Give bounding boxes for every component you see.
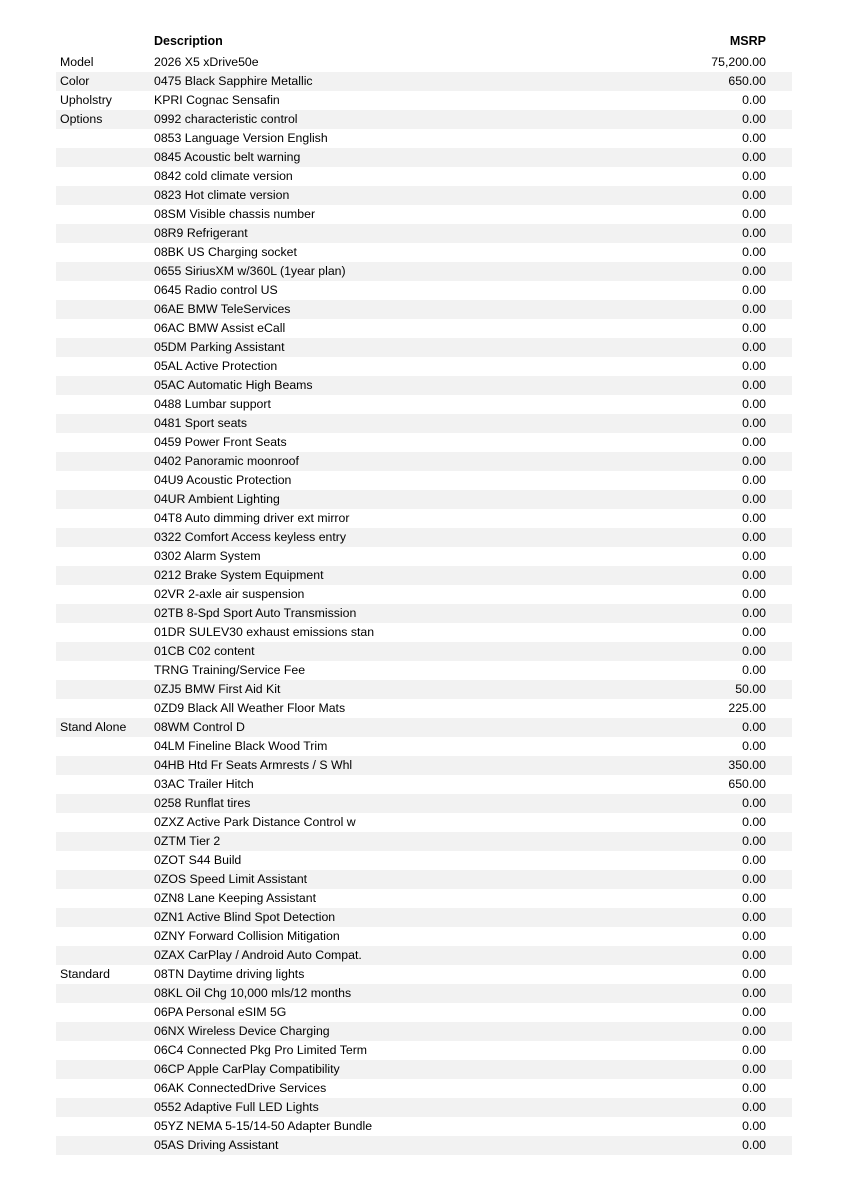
- cell-category: [56, 338, 148, 357]
- table-row: [56, 1079, 792, 1098]
- cell-msrp: 0.00: [608, 490, 792, 509]
- table-row: [56, 1041, 792, 1060]
- table-row: [56, 148, 792, 167]
- cell-category: [56, 946, 148, 965]
- column-header-category: [56, 32, 148, 53]
- table-row: [56, 984, 792, 1003]
- cell-msrp: 0.00: [608, 737, 792, 756]
- cell-category: [56, 452, 148, 471]
- cell-category: [56, 623, 148, 642]
- cell-description: KPRI Cognac Sensafin: [148, 91, 608, 110]
- cell-msrp: 0.00: [608, 395, 792, 414]
- cell-msrp: 0.00: [608, 794, 792, 813]
- cell-description: 08WM Control D: [148, 718, 608, 737]
- cell-description: 0823 Hot climate version: [148, 186, 608, 205]
- table-row: [56, 870, 792, 889]
- cell-description: 06AE BMW TeleServices: [148, 300, 608, 319]
- cell-msrp: 0.00: [608, 984, 792, 1003]
- table-row: [56, 965, 792, 984]
- cell-msrp: 0.00: [608, 889, 792, 908]
- cell-description: 0992 characteristic control: [148, 110, 608, 129]
- cell-msrp: 0.00: [608, 300, 792, 319]
- cell-category: [56, 167, 148, 186]
- cell-msrp: 0.00: [608, 262, 792, 281]
- cell-msrp: 0.00: [608, 433, 792, 452]
- cell-category: [56, 642, 148, 661]
- table-row: [56, 243, 792, 262]
- table-row: [56, 205, 792, 224]
- cell-description: 04U9 Acoustic Protection: [148, 471, 608, 490]
- cell-category: Model: [56, 53, 148, 72]
- cell-description: 04HB Htd Fr Seats Armrests / S Whl: [148, 756, 608, 775]
- cell-category: [56, 205, 148, 224]
- table-row: [56, 471, 792, 490]
- cell-category: [56, 1117, 148, 1136]
- cell-msrp: 350.00: [608, 756, 792, 775]
- cell-description: 0ZAX CarPlay / Android Auto Compat.: [148, 946, 608, 965]
- cell-category: [56, 794, 148, 813]
- table-row: [56, 72, 792, 91]
- cell-msrp: 0.00: [608, 1079, 792, 1098]
- cell-category: [56, 832, 148, 851]
- table-row: [56, 661, 792, 680]
- table-row: [56, 851, 792, 870]
- table-row: [56, 699, 792, 718]
- cell-msrp: 0.00: [608, 946, 792, 965]
- cell-description: 0ZTM Tier 2: [148, 832, 608, 851]
- cell-category: [56, 262, 148, 281]
- table-row: [56, 319, 792, 338]
- cell-category: [56, 566, 148, 585]
- table-row: [56, 186, 792, 205]
- cell-category: [56, 490, 148, 509]
- cell-msrp: 0.00: [608, 642, 792, 661]
- cell-msrp: 0.00: [608, 908, 792, 927]
- cell-msrp: 0.00: [608, 1117, 792, 1136]
- cell-msrp: 0.00: [608, 927, 792, 946]
- table-header-row: [56, 32, 792, 53]
- cell-category: Stand Alone: [56, 718, 148, 737]
- cell-category: [56, 376, 148, 395]
- table-row: [56, 91, 792, 110]
- cell-description: 0402 Panoramic moonroof: [148, 452, 608, 471]
- table-header: [56, 32, 792, 53]
- cell-category: [56, 775, 148, 794]
- table-row: [56, 775, 792, 794]
- cell-msrp: 0.00: [608, 851, 792, 870]
- cell-description: 02TB 8-Spd Sport Auto Transmission: [148, 604, 608, 623]
- cell-description: 0ZN8 Lane Keeping Assistant: [148, 889, 608, 908]
- cell-msrp: 0.00: [608, 1136, 792, 1155]
- cell-msrp: 0.00: [608, 661, 792, 680]
- cell-description: 0655 SiriusXM w/360L (1year plan): [148, 262, 608, 281]
- cell-description: 06AK ConnectedDrive Services: [148, 1079, 608, 1098]
- cell-description: 01DR SULEV30 exhaust emissions stan: [148, 623, 608, 642]
- cell-description: 08BK US Charging socket: [148, 243, 608, 262]
- cell-category: [56, 699, 148, 718]
- cell-category: [56, 889, 148, 908]
- cell-description: 2026 X5 xDrive50e: [148, 53, 608, 72]
- cell-description: 0845 Acoustic belt warning: [148, 148, 608, 167]
- table-body: [56, 53, 792, 1155]
- cell-category: [56, 129, 148, 148]
- cell-description: 05DM Parking Assistant: [148, 338, 608, 357]
- table-row: [56, 623, 792, 642]
- table-row: [56, 547, 792, 566]
- cell-description: 0842 cold climate version: [148, 167, 608, 186]
- cell-msrp: 0.00: [608, 509, 792, 528]
- table-row: [56, 1003, 792, 1022]
- cell-category: [56, 1003, 148, 1022]
- table-row: [56, 262, 792, 281]
- cell-msrp: 650.00: [608, 72, 792, 91]
- cell-msrp: 0.00: [608, 338, 792, 357]
- table-row: [56, 794, 792, 813]
- table-row: [56, 167, 792, 186]
- cell-category: [56, 547, 148, 566]
- table-row: [56, 357, 792, 376]
- cell-category: [56, 680, 148, 699]
- table-row: [56, 300, 792, 319]
- cell-category: [56, 1060, 148, 1079]
- table-row: [56, 129, 792, 148]
- cell-category: [56, 1022, 148, 1041]
- table-row: [56, 1117, 792, 1136]
- table-row: [56, 1022, 792, 1041]
- cell-category: Options: [56, 110, 148, 129]
- cell-msrp: 0.00: [608, 243, 792, 262]
- cell-msrp: 0.00: [608, 870, 792, 889]
- cell-msrp: 0.00: [608, 471, 792, 490]
- cell-category: [56, 813, 148, 832]
- table-row: [56, 395, 792, 414]
- table-row: [56, 718, 792, 737]
- cell-description: TRNG Training/Service Fee: [148, 661, 608, 680]
- cell-description: 06NX Wireless Device Charging: [148, 1022, 608, 1041]
- cell-category: [56, 224, 148, 243]
- cell-description: 0ZOT S44 Build: [148, 851, 608, 870]
- cell-msrp: 0.00: [608, 1041, 792, 1060]
- table-row: [56, 1060, 792, 1079]
- cell-category: Standard: [56, 965, 148, 984]
- table-row: [56, 414, 792, 433]
- table-row: [56, 813, 792, 832]
- cell-category: [56, 870, 148, 889]
- cell-category: [56, 281, 148, 300]
- cell-category: Color: [56, 72, 148, 91]
- cell-category: [56, 1041, 148, 1060]
- cell-description: 05AL Active Protection: [148, 357, 608, 376]
- cell-msrp: 0.00: [608, 1022, 792, 1041]
- cell-msrp: 0.00: [608, 186, 792, 205]
- cell-msrp: 0.00: [608, 1098, 792, 1117]
- cell-description: 0212 Brake System Equipment: [148, 566, 608, 585]
- table-row: [56, 452, 792, 471]
- table-row: [56, 604, 792, 623]
- cell-category: [56, 604, 148, 623]
- cell-msrp: 0.00: [608, 129, 792, 148]
- cell-category: [56, 1136, 148, 1155]
- cell-category: [56, 737, 148, 756]
- cell-description: 0459 Power Front Seats: [148, 433, 608, 452]
- cell-msrp: 0.00: [608, 1003, 792, 1022]
- cell-category: [56, 148, 148, 167]
- cell-description: 01CB C02 content: [148, 642, 608, 661]
- cell-description: 0322 Comfort Access keyless entry: [148, 528, 608, 547]
- cell-msrp: 0.00: [608, 965, 792, 984]
- table-row: [56, 433, 792, 452]
- cell-description: 0ZOS Speed Limit Assistant: [148, 870, 608, 889]
- table-row: [56, 889, 792, 908]
- table-row: [56, 224, 792, 243]
- cell-description: 0481 Sport seats: [148, 414, 608, 433]
- cell-msrp: 0.00: [608, 414, 792, 433]
- table-row: [56, 110, 792, 129]
- table-row: [56, 756, 792, 775]
- cell-description: 0475 Black Sapphire Metallic: [148, 72, 608, 91]
- cell-description: 0853 Language Version English: [148, 129, 608, 148]
- table-row: [56, 737, 792, 756]
- cell-category: [56, 509, 148, 528]
- cell-category: [56, 243, 148, 262]
- table-row: [56, 528, 792, 547]
- table-row: [56, 53, 792, 72]
- cell-description: 0258 Runflat tires: [148, 794, 608, 813]
- cell-category: [56, 186, 148, 205]
- cell-description: 06CP Apple CarPlay Compatibility: [148, 1060, 608, 1079]
- cell-msrp: 0.00: [608, 832, 792, 851]
- cell-description: 05AC Automatic High Beams: [148, 376, 608, 395]
- cell-category: [56, 319, 148, 338]
- vehicle-spec-table: [56, 32, 792, 1155]
- table-row: [56, 281, 792, 300]
- table-row: [56, 946, 792, 965]
- cell-category: [56, 357, 148, 376]
- cell-description: 04LM Fineline Black Wood Trim: [148, 737, 608, 756]
- table-row: [56, 908, 792, 927]
- column-header-msrp: MSRP: [608, 32, 792, 53]
- cell-description: 08SM Visible chassis number: [148, 205, 608, 224]
- table-row: [56, 680, 792, 699]
- cell-category: [56, 661, 148, 680]
- cell-description: 06C4 Connected Pkg Pro Limited Term: [148, 1041, 608, 1060]
- cell-description: 02VR 2-axle air suspension: [148, 585, 608, 604]
- table-row: [56, 376, 792, 395]
- cell-description: 06PA Personal eSIM 5G: [148, 1003, 608, 1022]
- cell-msrp: 0.00: [608, 604, 792, 623]
- table-row: [56, 1136, 792, 1155]
- cell-category: [56, 300, 148, 319]
- cell-msrp: 650.00: [608, 775, 792, 794]
- cell-description: 08R9 Refrigerant: [148, 224, 608, 243]
- cell-description: 0302 Alarm System: [148, 547, 608, 566]
- cell-msrp: 0.00: [608, 718, 792, 737]
- cell-msrp: 75,200.00: [608, 53, 792, 72]
- cell-msrp: 0.00: [608, 376, 792, 395]
- table-row: [56, 585, 792, 604]
- table-row: [56, 566, 792, 585]
- cell-description: 0645 Radio control US: [148, 281, 608, 300]
- cell-description: 0552 Adaptive Full LED Lights: [148, 1098, 608, 1117]
- table-row: [56, 490, 792, 509]
- cell-category: [56, 756, 148, 775]
- cell-msrp: 0.00: [608, 357, 792, 376]
- cell-msrp: 225.00: [608, 699, 792, 718]
- cell-category: [56, 984, 148, 1003]
- table-row: [56, 509, 792, 528]
- cell-description: 05YZ NEMA 5-15/14-50 Adapter Bundle: [148, 1117, 608, 1136]
- cell-msrp: 0.00: [608, 585, 792, 604]
- cell-description: 0ZN1 Active Blind Spot Detection: [148, 908, 608, 927]
- cell-category: [56, 433, 148, 452]
- cell-category: [56, 908, 148, 927]
- cell-description: 0488 Lumbar support: [148, 395, 608, 414]
- table-row: [56, 338, 792, 357]
- cell-description: 08KL Oil Chg 10,000 mls/12 months: [148, 984, 608, 1003]
- cell-msrp: 0.00: [608, 281, 792, 300]
- cell-description: 05AS Driving Assistant: [148, 1136, 608, 1155]
- cell-msrp: 0.00: [608, 205, 792, 224]
- cell-category: [56, 851, 148, 870]
- table-row: [56, 832, 792, 851]
- cell-msrp: 50.00: [608, 680, 792, 699]
- cell-category: [56, 927, 148, 946]
- cell-msrp: 0.00: [608, 110, 792, 129]
- cell-description: 0ZJ5 BMW First Aid Kit: [148, 680, 608, 699]
- cell-description: 06AC BMW Assist eCall: [148, 319, 608, 338]
- cell-category: [56, 1079, 148, 1098]
- cell-msrp: 0.00: [608, 623, 792, 642]
- cell-description: 04UR Ambient Lighting: [148, 490, 608, 509]
- column-header-description: Description: [148, 32, 608, 53]
- cell-msrp: 0.00: [608, 167, 792, 186]
- cell-category: [56, 1098, 148, 1117]
- cell-category: [56, 585, 148, 604]
- cell-category: [56, 395, 148, 414]
- cell-msrp: 0.00: [608, 528, 792, 547]
- cell-description: 04T8 Auto dimming driver ext mirror: [148, 509, 608, 528]
- cell-description: 0ZXZ Active Park Distance Control w: [148, 813, 608, 832]
- cell-description: 03AC Trailer Hitch: [148, 775, 608, 794]
- cell-msrp: 0.00: [608, 319, 792, 338]
- cell-msrp: 0.00: [608, 566, 792, 585]
- cell-category: [56, 528, 148, 547]
- cell-msrp: 0.00: [608, 91, 792, 110]
- cell-msrp: 0.00: [608, 224, 792, 243]
- cell-msrp: 0.00: [608, 547, 792, 566]
- cell-description: 08TN Daytime driving lights: [148, 965, 608, 984]
- table-row: [56, 927, 792, 946]
- cell-msrp: 0.00: [608, 452, 792, 471]
- table-row: [56, 1098, 792, 1117]
- cell-description: 0ZD9 Black All Weather Floor Mats: [148, 699, 608, 718]
- cell-msrp: 0.00: [608, 813, 792, 832]
- cell-category: Upholstry: [56, 91, 148, 110]
- table-row: [56, 642, 792, 661]
- cell-msrp: 0.00: [608, 148, 792, 167]
- cell-category: [56, 414, 148, 433]
- cell-category: [56, 471, 148, 490]
- cell-msrp: 0.00: [608, 1060, 792, 1079]
- cell-description: 0ZNY Forward Collision Mitigation: [148, 927, 608, 946]
